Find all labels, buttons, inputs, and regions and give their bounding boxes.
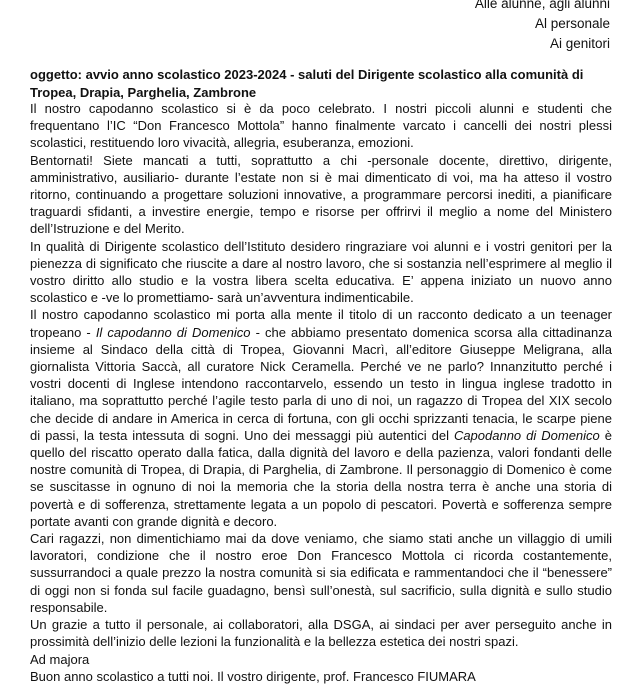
paragraph-students-message: Cari ragazzi, non dimentichiamo mai da dove veniamo, che siamo stati anche un villaggio di umili lavoratori, condizione che il nostro eroe Don Francesco Mottola ci ricorda costantemente, sussurrandoci a quale prezzo la nostra comunità si sia edificata e rammentandoci che il “benessere” di oggi non si fonda sul facile guadagno, bensì sull’onestà, sul sacrificio, sulla dignità e sullo studio responsabile. <box>30 531 612 615</box>
addressees-block <box>475 0 610 54</box>
paragraph-staff-thanks: Un grazie a tutto il personale, ai collaboratori, alla DSGA, ai sindaci per aver perseguito anche in prossimità dell’inizio delle lezioni la funzionalità e la bellezza estetica dei nostri spazi. <box>30 617 612 650</box>
book-title-second: Capodanno di Domenico <box>453 427 600 443</box>
addressee-students: Alle alunne, agli alunni <box>474 0 610 11</box>
letter-body <box>30 100 612 685</box>
paragraph-thanks-families: In qualità di Dirigente scolastico dell’Istituto desidero ringraziare voi alunni e i vostri genitori per la pienezza di significato che riuscite a dare al nostro lavoro, che si sostanzia nell’esprimere al meglio il vostro diritto allo studio e la vostra libera scelta educativa. E’ appena iniziato un nuovo anno scolastico e -ve lo promettiamo- sarà un’avventura indimenticabile. <box>30 238 612 306</box>
paragraph-welcome: Bentornati! Siete mancati a tutti, soprattutto a chi -personale docente, direttivo, dirigente, amministrativo, ausiliario- durante l’estate non si è mai dimenticato di voi, ma ha atteso il vostro ritorno, continuando a progettare soluzioni innovative, a programmare percorsi inediti, a pianificare traguardi sfidanti, a investire energie, tempo e risorse per offrirvi il meglio a nome del Ministero dell’Istruzione e del Merito. <box>30 152 612 237</box>
closing-salutation: Ad majora <box>30 651 90 667</box>
letter-subject: oggetto: avvio anno scolastico 2023-2024 - saluti del Dirigente scolastico alla comunità di Tropea, Drapia, Parghelia, Zambrone <box>30 67 584 100</box>
addressee-parents: Ai genitori <box>549 36 610 51</box>
story-text-c: è quello del riscatto operato dalla fatica, dalla dignità del lavoro e della pazienza, valori fondanti delle nostre comunità di Tropea, di Drapia, di Parghelia, di Zambrone. Il personaggio di Domenico è come se suscitasse in ognuno di noi la memoria che la storia della nostra terra è anche una storia di povertà e di sofferenza, strettamente legata a un popolo di pescatori. Povertà e sofferenza sempre portate avanti con grande dignità e decoro. <box>30 427 612 529</box>
story-text-b: - che abbiamo presentato domenica scorsa alla cittadinanza insieme al Sindaco della città di Tropea, Giovanni Macrì, all’editore Giuseppe Meligrana, alla giornalista Vittoria Saccà, all curatore Nick Ceramella. Perché ve ne parlo? Innanzitutto perché i vostri docenti di Inglese intendono raccontarvelo, essendo un testo in lingua inglese tradotto in italiano, ma soprattutto perché l’agile testo parla di uno di noi, un ragazzo di Tropea del XIX secolo che decide di andare in America in cerca di fortuna, con gli occhi sprizzanti tenacia, le scarpe piene di passi, la testa intessuta di sogni. Uno dei messaggi più autentici del <box>30 324 612 443</box>
signature-line: Buon anno scolastico a tutti noi. Il vostro dirigente, prof. Francesco FIUMARA <box>30 668 476 684</box>
addressee-staff: Al personale <box>534 16 610 31</box>
book-title: Il capodanno di Domenico <box>95 324 251 340</box>
paragraph-story <box>30 306 612 530</box>
story-text-a: Il nostro capodanno scolastico mi porta alla mente il titolo di un racconto dedicato a un teenager tropeano - <box>30 307 612 340</box>
paragraph-intro: Il nostro capodanno scolastico si è da poco celebrato. I nostri piccoli alunni e studenti che frequentano l’IC “Don Francesco Mottola” hanno finalmente varcato i cancelli dei nostri plessi scolastici, restituendo loro vivacità, allegria, esuberanza, emozioni. <box>30 101 612 151</box>
